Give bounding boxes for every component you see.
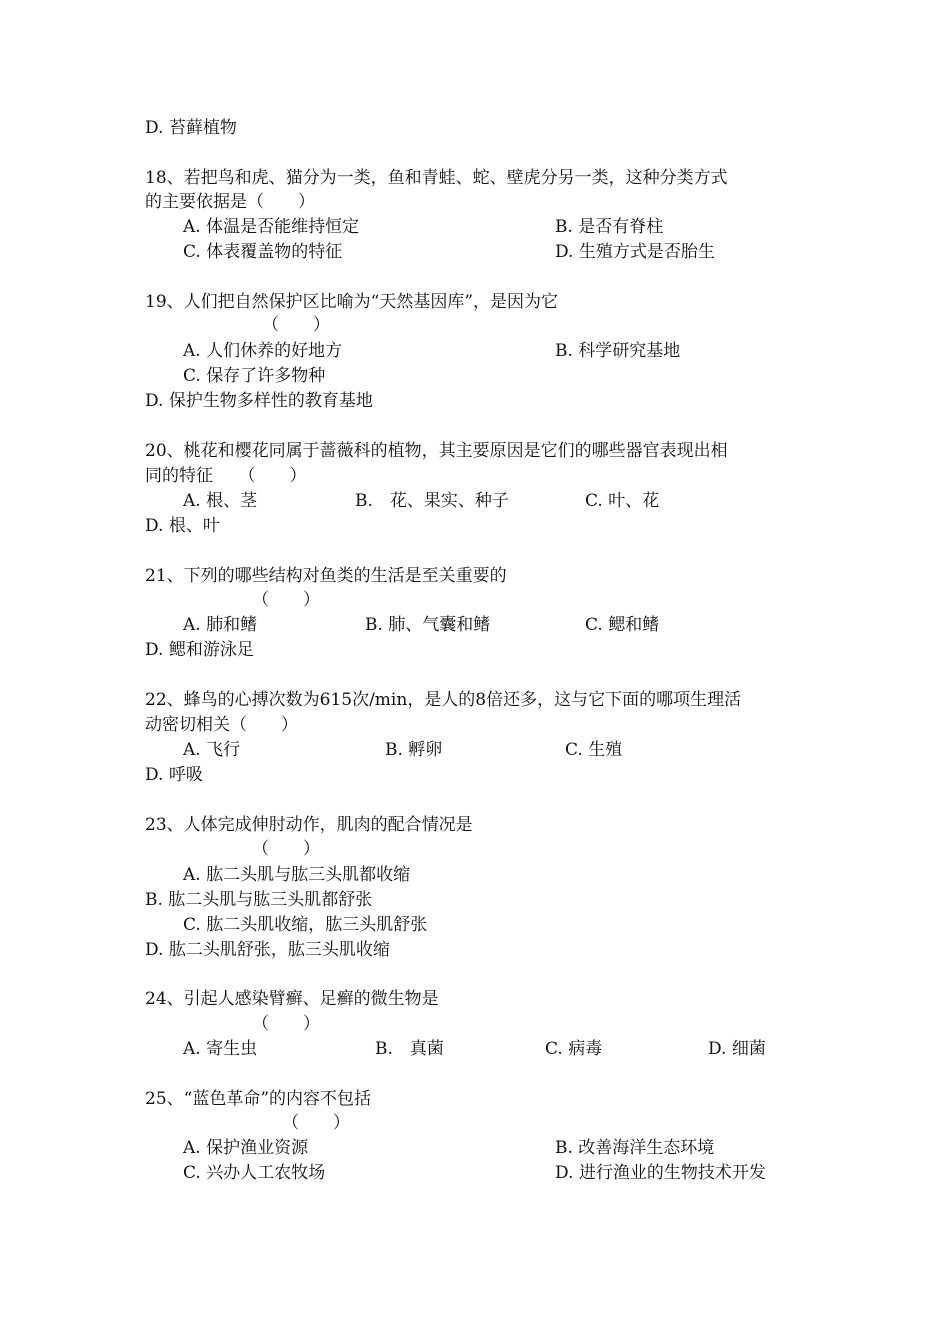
- q22-option-c: C. 生殖: [565, 740, 623, 760]
- q25-stem: 25、“蓝色革命”的内容不包括: [145, 1089, 372, 1109]
- q21-option-a: A. 肺和鳍: [183, 615, 258, 635]
- q23-stem: 23、人体完成伸肘动作，肌肉的配合情况是: [145, 815, 473, 835]
- q21-answer-paren: （ ）: [252, 590, 320, 610]
- q18-option-b: B. 是否有脊柱: [555, 217, 664, 237]
- q24-stem: 24、引起人感染臂癣、足癣的微生物是: [145, 989, 439, 1009]
- q18-option-a: A. 体温是否能维持恒定: [183, 217, 360, 237]
- q21-option-d: D. 鳃和游泳足: [145, 640, 254, 660]
- q24-option-b: B. 真菌: [375, 1039, 444, 1059]
- q24-option-c: C. 病毒: [545, 1039, 603, 1059]
- q23-option-a: A. 肱二头肌与肱三头肌都收缩: [183, 865, 411, 885]
- q25-option-a: A. 保护渔业资源: [183, 1138, 309, 1158]
- q20-option-a: A. 根、茎: [183, 491, 258, 511]
- q17-option-d: D. 苔藓植物: [145, 118, 237, 138]
- q19-option-b: B. 科学研究基地: [555, 341, 681, 361]
- q18-stem-line2: 的主要依据是（ ）: [145, 192, 315, 212]
- q20-option-d: D. 根、叶: [145, 516, 220, 536]
- q21-option-c: C. 鳃和鳍: [585, 615, 660, 635]
- q22-option-a: A. 飞行: [183, 740, 241, 760]
- q25-answer-paren: （ ）: [282, 1113, 350, 1133]
- q25-option-d: D. 进行渔业的生物技术开发: [555, 1163, 766, 1183]
- q19-stem: 19、人们把自然保护区比喻为“天然基因库”，是因为它: [145, 292, 559, 312]
- q22-stem-line1: 22、蜂鸟的心搏次数为615次/min，是人的8倍还多，这与它下面的哪项生理活: [145, 690, 742, 710]
- q23-option-d: D. 肱二头肌舒张，肱三头肌收缩: [145, 940, 390, 960]
- q25-option-c: C. 兴办人工农牧场: [183, 1163, 326, 1183]
- q25-option-b: B. 改善海洋生态环境: [555, 1138, 715, 1158]
- q24-option-a: A. 寄生虫: [183, 1039, 258, 1059]
- q22-option-b: B. 孵卵: [385, 740, 443, 760]
- q24-option-d: D. 细菌: [708, 1039, 766, 1059]
- q19-answer-paren: （ ）: [262, 315, 330, 335]
- q19-option-d: D. 保护生物多样性的教育基地: [145, 391, 373, 411]
- q20-stem-line1: 20、桃花和樱花同属于蔷薇科的植物，其主要原因是它们的哪些器官表现出相: [145, 441, 728, 461]
- q21-option-b: B. 肺、气囊和鳍: [365, 615, 491, 635]
- q20-option-b: B. 花、果实、种子: [355, 491, 509, 511]
- q22-stem-line2: 动密切相关（ ）: [145, 715, 298, 735]
- q23-option-b: B. 肱二头肌与肱三头肌都舒张: [145, 890, 373, 910]
- q21-stem: 21、下列的哪些结构对鱼类的生活是至关重要的: [145, 566, 507, 586]
- q18-stem-line1: 18、若把鸟和虎、猫分为一类，鱼和青蛙、蛇、壁虎分另一类，这种分类方式: [145, 168, 728, 188]
- q23-answer-paren: （ ）: [252, 839, 320, 859]
- q20-option-c: C. 叶、花: [585, 491, 660, 511]
- q18-option-c: C. 体表覆盖物的特征: [183, 242, 343, 262]
- q19-option-c: C. 保存了许多物种: [183, 366, 326, 386]
- q24-answer-paren: （ ）: [252, 1014, 320, 1034]
- q22-option-d: D. 呼吸: [145, 765, 203, 785]
- q18-option-d: D. 生殖方式是否胎生: [555, 242, 715, 262]
- q20-stem-line2: 同的特征 （ ）: [145, 466, 307, 486]
- q23-option-c: C. 肱二头肌收缩，肱三头肌舒张: [183, 915, 428, 935]
- q19-option-a: A. 人们休养的好地方: [183, 341, 343, 361]
